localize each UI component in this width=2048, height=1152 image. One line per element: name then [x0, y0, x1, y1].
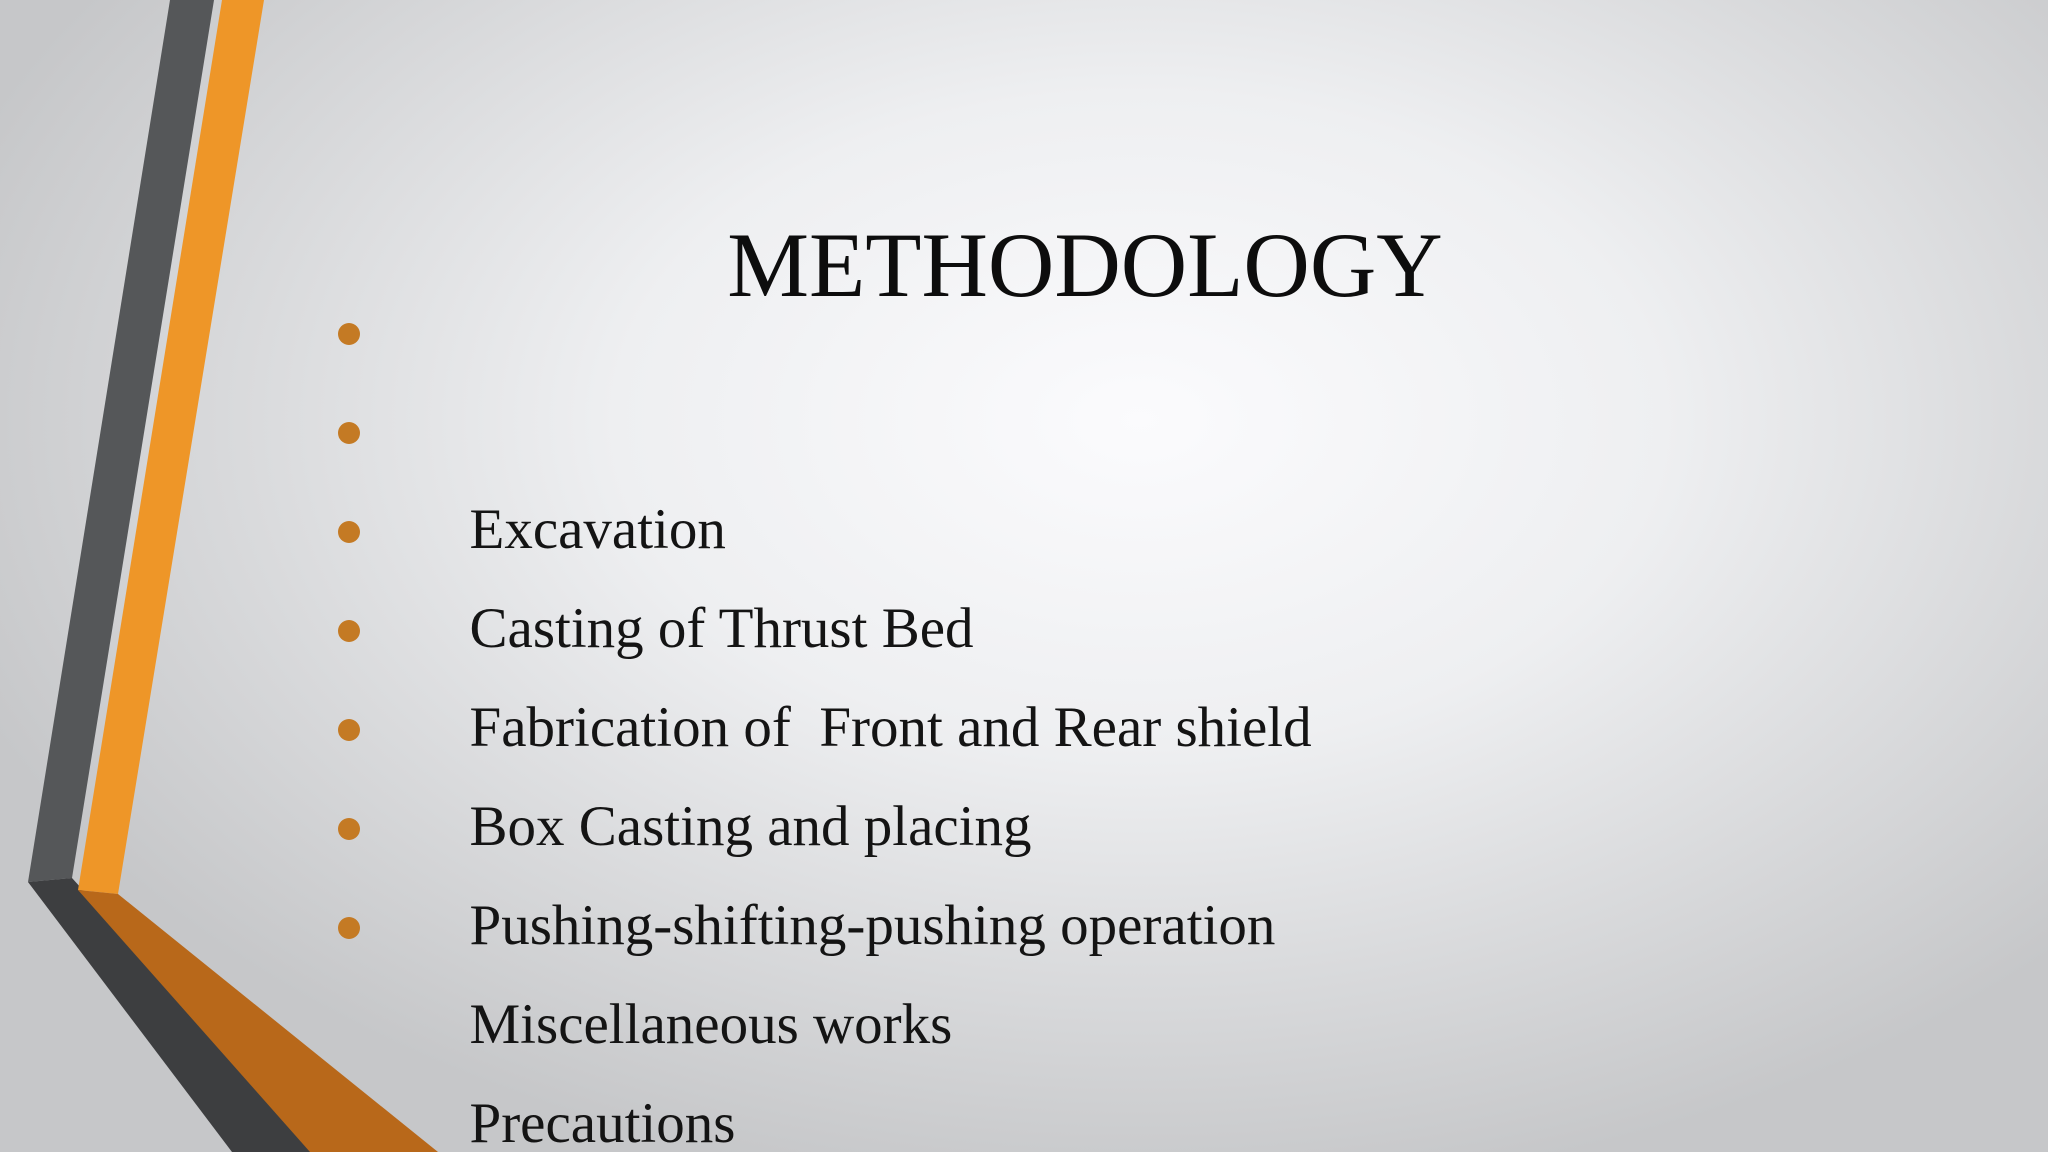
bullet-dot	[338, 719, 360, 741]
bullet-text: Excavation	[469, 498, 726, 561]
bullet-dot	[338, 818, 360, 840]
bullet-dot	[338, 917, 360, 939]
bullet-text: Precautions	[469, 1092, 736, 1152]
bullet-text: Box Casting and placing	[469, 795, 1032, 858]
bullet-text: Fabrication of Front and Rear shield	[469, 696, 1312, 759]
bullet-dot	[338, 620, 360, 642]
bullet-item-excavation	[338, 300, 1312, 561]
bullet-text: Casting of Thrust Bed	[469, 597, 974, 660]
bullet-text: Miscellaneous works	[469, 993, 953, 1056]
bullet-text: Pushing-shifting-pushing operation	[469, 894, 1276, 957]
bullet-list	[338, 300, 1312, 1152]
bullet-dot	[338, 521, 360, 543]
bullet-dot	[338, 323, 360, 345]
bullet-dot	[338, 422, 360, 444]
slide-title: METHODOLOGY	[727, 214, 1443, 316]
